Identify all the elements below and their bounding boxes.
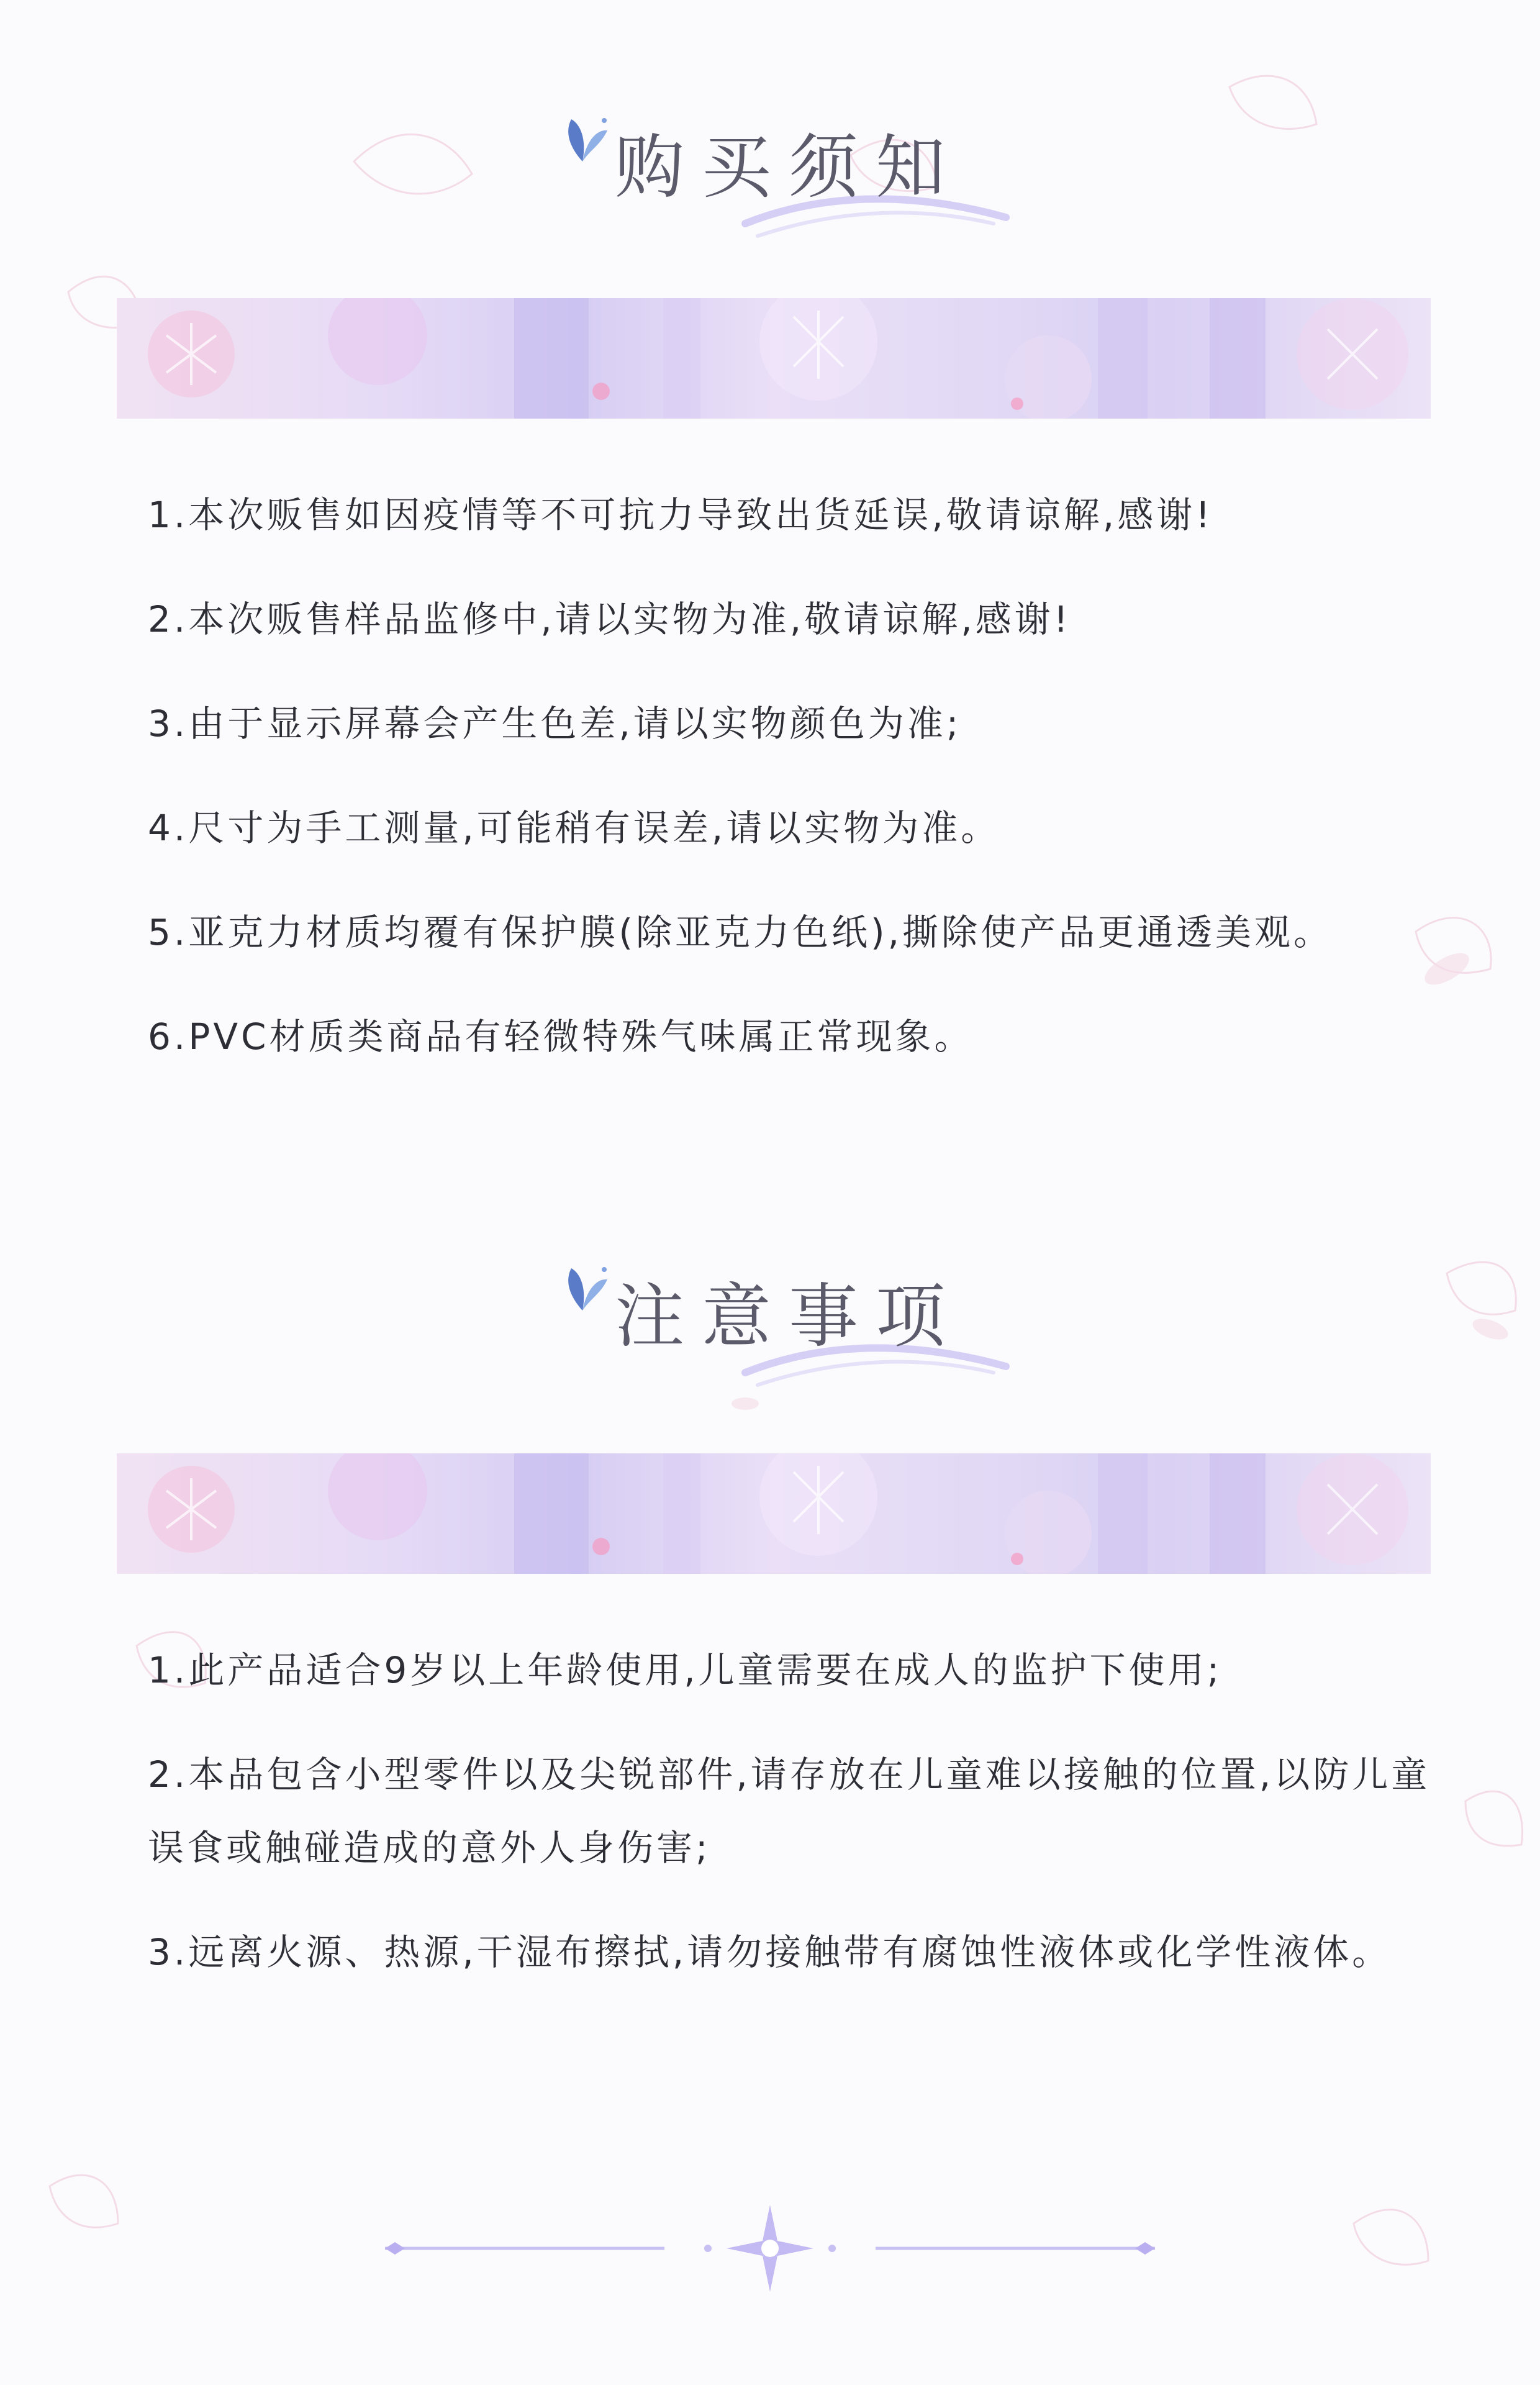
list-item: 5.亚克力材质均覆有保护膜(除亚克力色纸),撕除使产品更通透美观。 <box>148 911 1333 953</box>
butterfly-icon <box>553 1261 612 1320</box>
purchase-notice-list <box>148 478 1452 1104</box>
list-item: 1.本次贩售如因疫情等不可抗力导致出货延误,敬请谅解,感谢! <box>148 494 1213 536</box>
floral-banner <box>117 1453 1431 1574</box>
precautions-list <box>148 1633 1452 2020</box>
precautions-header <box>0 1236 1540 1397</box>
butterfly-icon <box>553 112 612 171</box>
purchase-notice-header <box>0 87 1540 248</box>
list-item: 2.本次贩售样品监修中,请以实物为准,敬请谅解,感谢! <box>148 598 1071 640</box>
star-sparkle-icon <box>373 2199 1167 2298</box>
list-item: 6.PVC材质类商品有轻微特殊气味属正常现象。 <box>148 1015 974 1058</box>
list-item: 1.此产品适合9岁以上年龄使用,儿童需要在成人的监护下使用; <box>148 1649 1223 1691</box>
section-title: 购买须知 <box>615 127 962 208</box>
floral-banner <box>117 298 1431 419</box>
list-item: 3.由于显示屏幕会产生色差,请以实物颜色为准; <box>148 702 962 745</box>
list-item: 4.尺寸为手工测量,可能稍有误差,请以实物为准。 <box>148 807 1000 849</box>
list-item: 2.本品包含小型零件以及尖锐部件,请存放在儿童难以接触的位置,以防儿童误食或触碰造成的意外人身伤害; <box>148 1753 1431 1869</box>
section-title: 注意事项 <box>615 1276 962 1357</box>
list-item: 3.远离火源、热源,干湿布擦拭,请勿接触带有腐蚀性液体或化学性液体。 <box>148 1931 1392 1973</box>
